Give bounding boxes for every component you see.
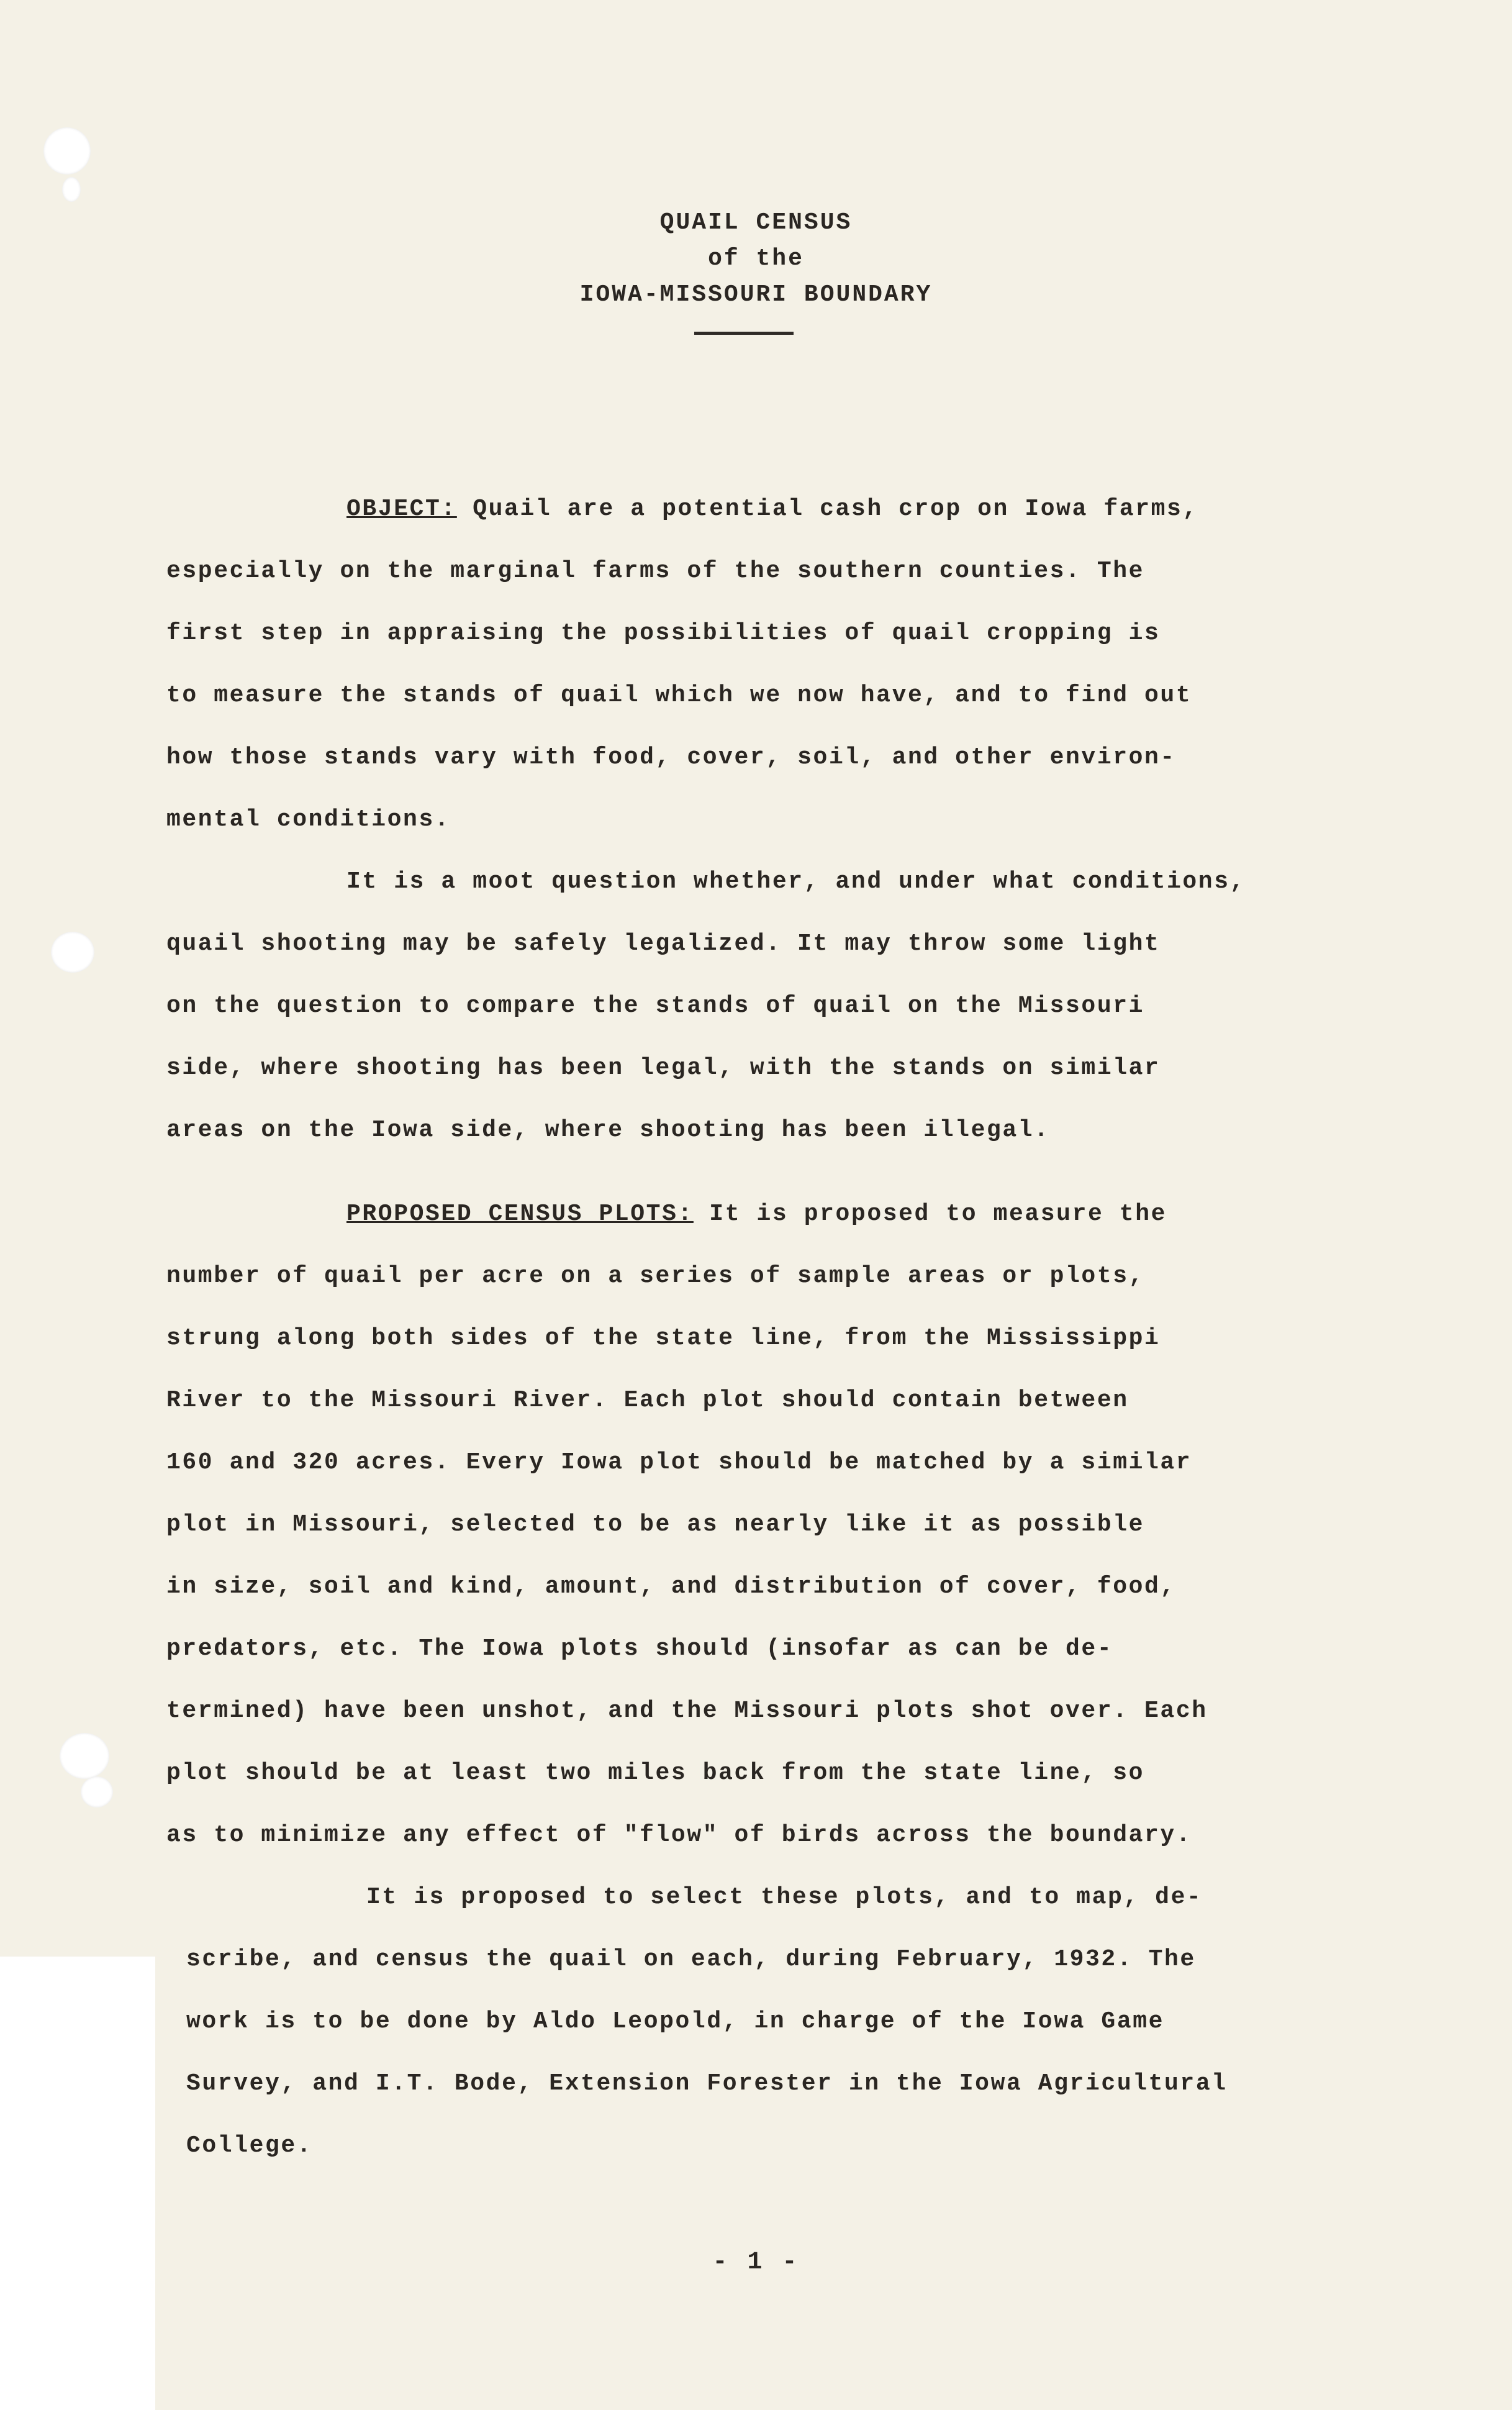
paragraph-line: 160 and 320 acres. Every Iowa plot should be matched by a similar [166, 1449, 1192, 1476]
paragraph-line [166, 1183, 1208, 1245]
paragraph-line: River to the Missouri River. Each plot should contain between [166, 1387, 1129, 1414]
punch-hole-bottom [60, 1733, 109, 1779]
paragraph-line: in size, soil and kind, amount, and distribution of cover, food, [166, 1573, 1176, 1600]
paragraph-line [166, 478, 1198, 540]
line-text: Quail are a potential cash crop on Iowa farms, [473, 496, 1198, 522]
title-line-1: QUAIL CENSUS [659, 209, 853, 236]
paragraph-census-plots [166, 1183, 1208, 1867]
paragraph-line: Survey, and I.T. Bode, Extension Forester in the Iowa Agricultural [186, 2070, 1228, 2097]
paragraph-object [166, 478, 1198, 851]
paragraph-shooting [166, 851, 1246, 1162]
paragraph-line: It is proposed to select these plots, and to map, de- [366, 1884, 1203, 1911]
document-title [0, 205, 1512, 313]
section-heading-census-plots: PROPOSED CENSUS PLOTS: [346, 1201, 694, 1227]
paragraph-line: predators, etc. The Iowa plots should (insofar as can be de- [166, 1635, 1113, 1662]
paragraph-line: plot should be at least two miles back from the state line, so [166, 1760, 1145, 1786]
title-underline [694, 332, 794, 335]
paragraph-plan [186, 1867, 1228, 2177]
paragraph-line: work is to be done by Aldo Leopold, in charge of the Iowa Game [186, 2008, 1165, 2035]
section-heading-object: OBJECT: [346, 496, 457, 522]
paragraph-line: as to minimize any effect of "flow" of birds across the boundary. [166, 1822, 1192, 1848]
paragraph-line: termined) have been unshot, and the Missouri plots shot over. Each [166, 1698, 1208, 1724]
paragraph-line: It is a moot question whether, and under what conditions, [346, 868, 1246, 895]
punch-hole-middle [51, 932, 94, 973]
punch-hole-top-tear [62, 177, 81, 202]
paragraph-line: strung along both sides of the state line, from the Mississippi [166, 1325, 1161, 1352]
punch-hole-top [43, 127, 91, 175]
paragraph-line: areas on the Iowa side, where shooting has been illegal. [166, 1117, 1050, 1144]
line-text: It is proposed to measure the [709, 1201, 1167, 1227]
background-beyond-sheet [0, 1957, 155, 2410]
paragraph-line: especially on the marginal farms of the southern counties. The [166, 558, 1145, 584]
paragraph-line: to measure the stands of quail which we now have, and to find out [166, 682, 1192, 709]
paragraph-line: how those stands vary with food, cover, soil, and other environ- [166, 744, 1176, 771]
paragraph-line: quail shooting may be safely legalized. It may throw some light [166, 930, 1161, 957]
paragraph-line: on the question to compare the stands of quail on the Missouri [166, 993, 1145, 1019]
paragraph-line: College. [186, 2132, 313, 2159]
page-number: - 1 - [712, 2249, 800, 2276]
paragraph-line: number of quail per acre on a series of sample areas or plots, [166, 1263, 1145, 1289]
title-line-2: of the [708, 245, 804, 272]
paragraph-line: plot in Missouri, selected to be as nearly like it as possible [166, 1511, 1145, 1538]
title-line-3: IOWA-MISSOURI BOUNDARY [579, 281, 933, 308]
paragraph-line: scribe, and census the quail on each, during February, 1932. The [186, 1946, 1196, 1973]
paragraph-line: mental conditions. [166, 806, 451, 833]
paragraph-line: side, where shooting has been legal, with the stands on similar [166, 1055, 1161, 1081]
paragraph-line: first step in appraising the possibilities of quail cropping is [166, 620, 1161, 647]
punch-hole-bottom-tear [81, 1776, 113, 1808]
